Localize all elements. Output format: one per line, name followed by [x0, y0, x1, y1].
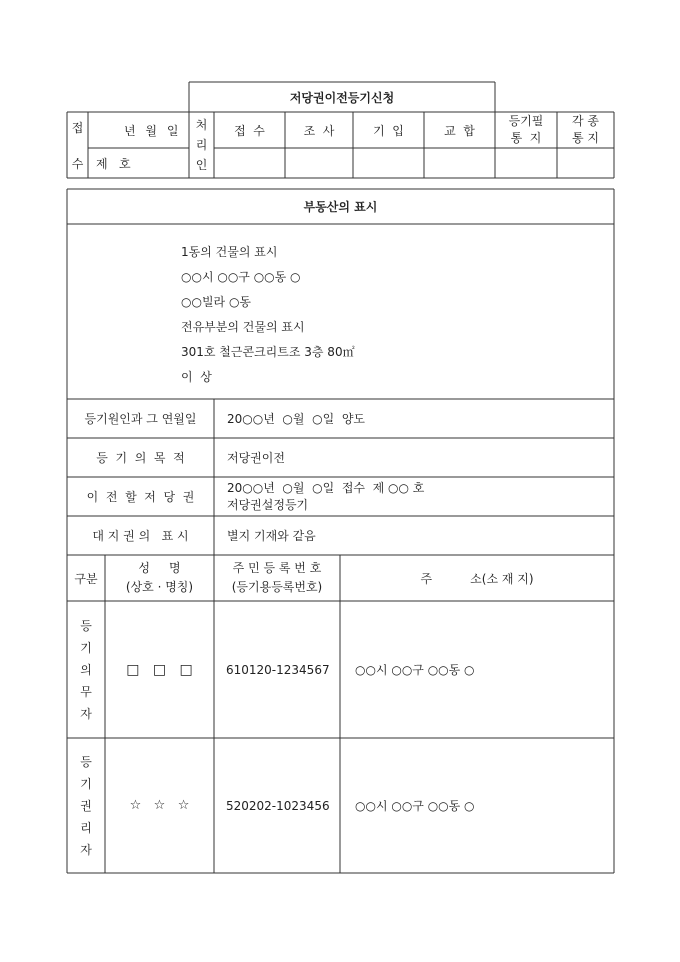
- detail-value-purpose: 저당권이전: [227, 451, 285, 465]
- receipt-date-label: 년 월 일: [124, 123, 179, 138]
- property-description: [181, 240, 355, 390]
- receipt-col-verify: 교 합: [444, 123, 475, 138]
- detail-label-mortgage: 이 전 할 저 당 권: [86, 490, 195, 504]
- property-line: 1동의 건물의 표시: [181, 245, 278, 259]
- receipt-jeop-label: 접: [71, 120, 84, 135]
- property-line: 301호 철근콘크리트조 3층 80㎡: [181, 345, 355, 359]
- detail-label-land-right: 대 지 권 의 표 시: [92, 529, 189, 543]
- party-regno-obligee: 520202-1023456: [226, 798, 330, 813]
- party-role-obligee: 등 기 권 리 자: [80, 754, 92, 857]
- property-line: ○○시 ○○구 ○○동 ○: [181, 270, 301, 284]
- parties-header-regno: 주 민 등 록 번 호 (등기용등록번호): [231, 561, 323, 594]
- property-section-title: 부동산의 표시: [303, 200, 378, 214]
- receipt-notice-complete: 등기필 통 지: [508, 114, 544, 145]
- detail-value-mortgage: 20○○년 ○월 ○일 접수 제 ○○ 호 저당권설정등기: [227, 480, 425, 512]
- party-regno-obligor: 610120-1234567: [226, 662, 330, 677]
- receipt-notice-various: 각 종 통 지: [572, 114, 599, 145]
- detail-label-purpose: 등 기 의 목 적: [96, 451, 185, 465]
- parties-header-name: 성 명 (상호 · 명칭): [125, 561, 194, 594]
- party-address-obligee: ○○시 ○○구 ○○동 ○: [355, 799, 475, 813]
- form-title: 저당권이전등기신청: [289, 90, 395, 105]
- property-line: ○○빌라 ○동: [181, 295, 252, 309]
- receipt-col-investigate: 조 사: [303, 123, 335, 138]
- detail-value-land-right: 별지 기재와 같음: [227, 529, 316, 543]
- party-name-obligee: ☆ ☆ ☆: [129, 798, 190, 813]
- property-line: 전유부분의 건물의 표시: [181, 320, 305, 334]
- party-role-obligor: 등 기 의 무 자: [80, 618, 92, 721]
- party-address-obligor: ○○시 ○○구 ○○동 ○: [355, 663, 475, 677]
- party-name-obligor: □ □ □: [126, 661, 193, 678]
- receipt-processor-label: 처 리 인: [195, 118, 208, 172]
- receipt-col-receive: 접 수: [234, 123, 265, 138]
- property-line: 이 상: [181, 370, 212, 384]
- receipt-number-label: 제 호: [96, 156, 131, 171]
- parties-header-address: 주 소(소 재 지): [420, 571, 534, 586]
- receipt-su-label: 수: [71, 156, 84, 171]
- detail-label-cause-date: 등기원인과 그 연월일: [84, 412, 197, 426]
- receipt-col-enter: 기 입: [373, 123, 404, 138]
- detail-value-cause-date: 20○○년 ○월 ○일 양도: [227, 412, 365, 426]
- parties-header-category: 구분: [74, 571, 98, 586]
